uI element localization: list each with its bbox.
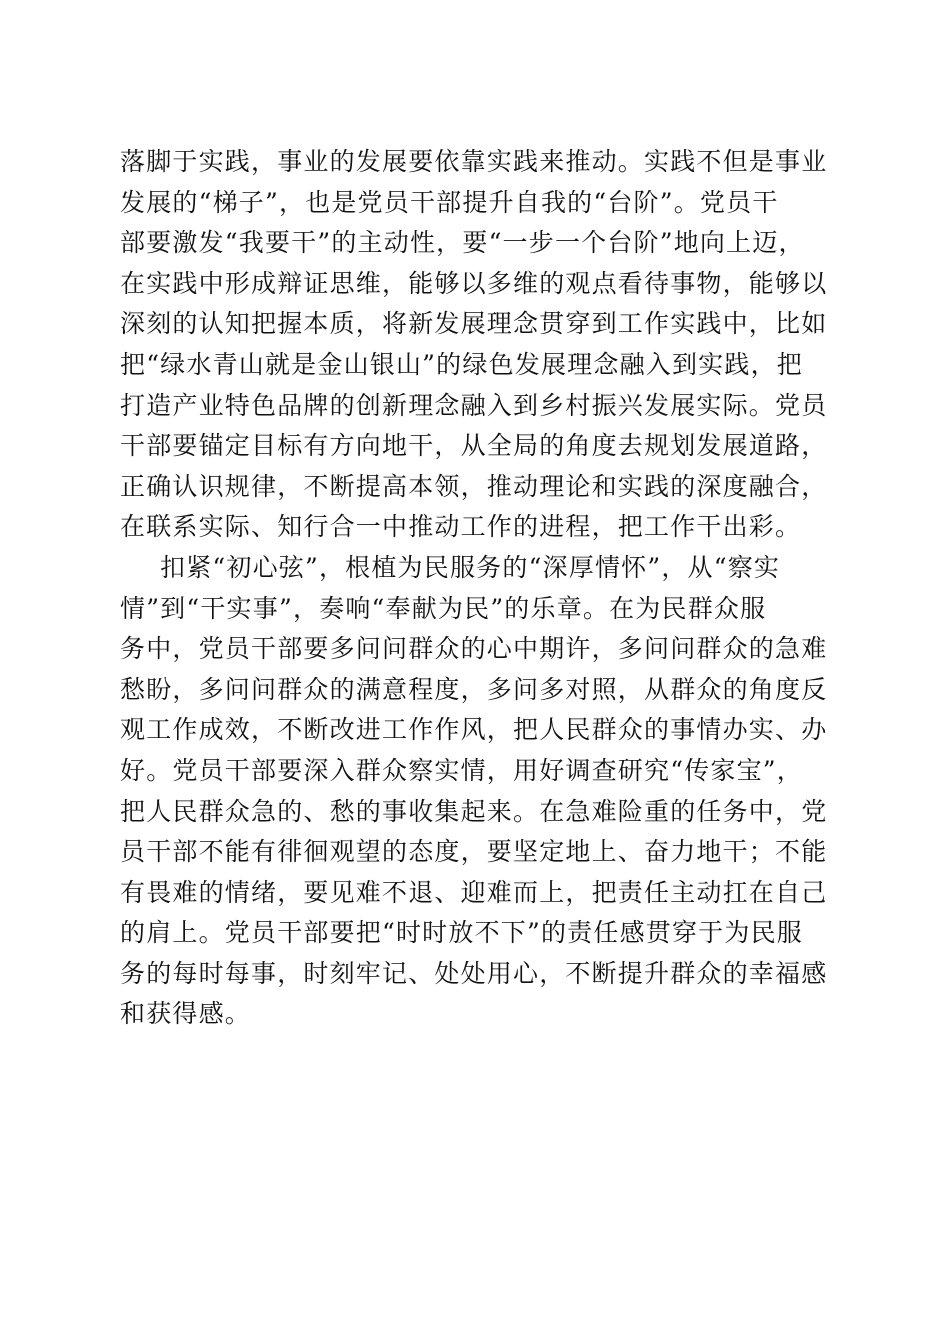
document-body bbox=[120, 142, 840, 1035]
text-line: 在联系实际、知行合一中推动工作的进程，把工作干出彩。 bbox=[120, 512, 802, 542]
text-line: 有畏难的情绪，要见难不退、迎难而上，把责任主动扛在自己 bbox=[120, 877, 828, 907]
text-line: 打造产业特色品牌的创新理念融入到乡村振兴发展实际。党员 bbox=[120, 390, 828, 420]
text-line: 把“绿水青山就是金山银山”的绿色发展理念融入到实践，把 bbox=[120, 349, 803, 379]
text-line: 情”到“干实事”，奏响“奉献为民”的乐章。在为民群众服 bbox=[120, 593, 767, 623]
text-line: 干部要锚定目标有方向地干，从全局的角度去规划发展道路， bbox=[120, 431, 828, 461]
text-line: 愁盼，多问问群众的满意程度，多问多对照，从群众的角度反 bbox=[120, 674, 828, 704]
text-line: 务中，党员干部要多问问群众的心中期许，多问问群众的急难 bbox=[120, 634, 828, 664]
text-line: 落脚于实践，事业的发展要依靠实践来推动。实践不但是事业 bbox=[120, 147, 828, 176]
paragraph-2 bbox=[120, 548, 840, 1035]
text-line: 部要激发“我要干”的主动性，要“一步一个台阶”地向上迈， bbox=[120, 228, 805, 258]
text-line: 员干部不能有徘徊观望的态度，要坚定地上、奋力地干；不能 bbox=[120, 837, 828, 867]
text-line: 观工作成效，不断改进工作作风，把人民群众的事情办实、办 bbox=[120, 715, 828, 745]
text-line: 的肩上。党员干部要把“时时放不下”的责任感贯穿于为民服 bbox=[120, 918, 803, 948]
text-line: 扣紧“初心弦”，根植为民服务的“深厚情怀”，从“察实 bbox=[160, 552, 781, 582]
text-line: 深刻的认知把握本质，将新发展理念贯穿到工作实践中，比如 bbox=[120, 309, 828, 339]
paragraph-1 bbox=[120, 142, 840, 548]
text-line: 和获得感。 bbox=[120, 999, 252, 1029]
text-line: 好。党员干部要深入群众察实情，用好调查研究“传家宝”， bbox=[120, 755, 803, 785]
text-line: 把人民群众急的、愁的事收集起来。在急难险重的任务中，党 bbox=[120, 796, 828, 826]
text-line: 正确认识规律，不断提高本领，推动理论和实践的深度融合， bbox=[120, 471, 828, 501]
text-line: 在实践中形成辩证思维，能够以多维的观点看待事物，能够以 bbox=[120, 268, 828, 298]
text-line: 发展的“梯子”，也是党员干部提升自我的“台阶”。党员干 bbox=[120, 187, 779, 217]
text-line: 务的每时每事，时刻牢记、处处用心，不断提升群众的幸福感 bbox=[120, 958, 828, 988]
